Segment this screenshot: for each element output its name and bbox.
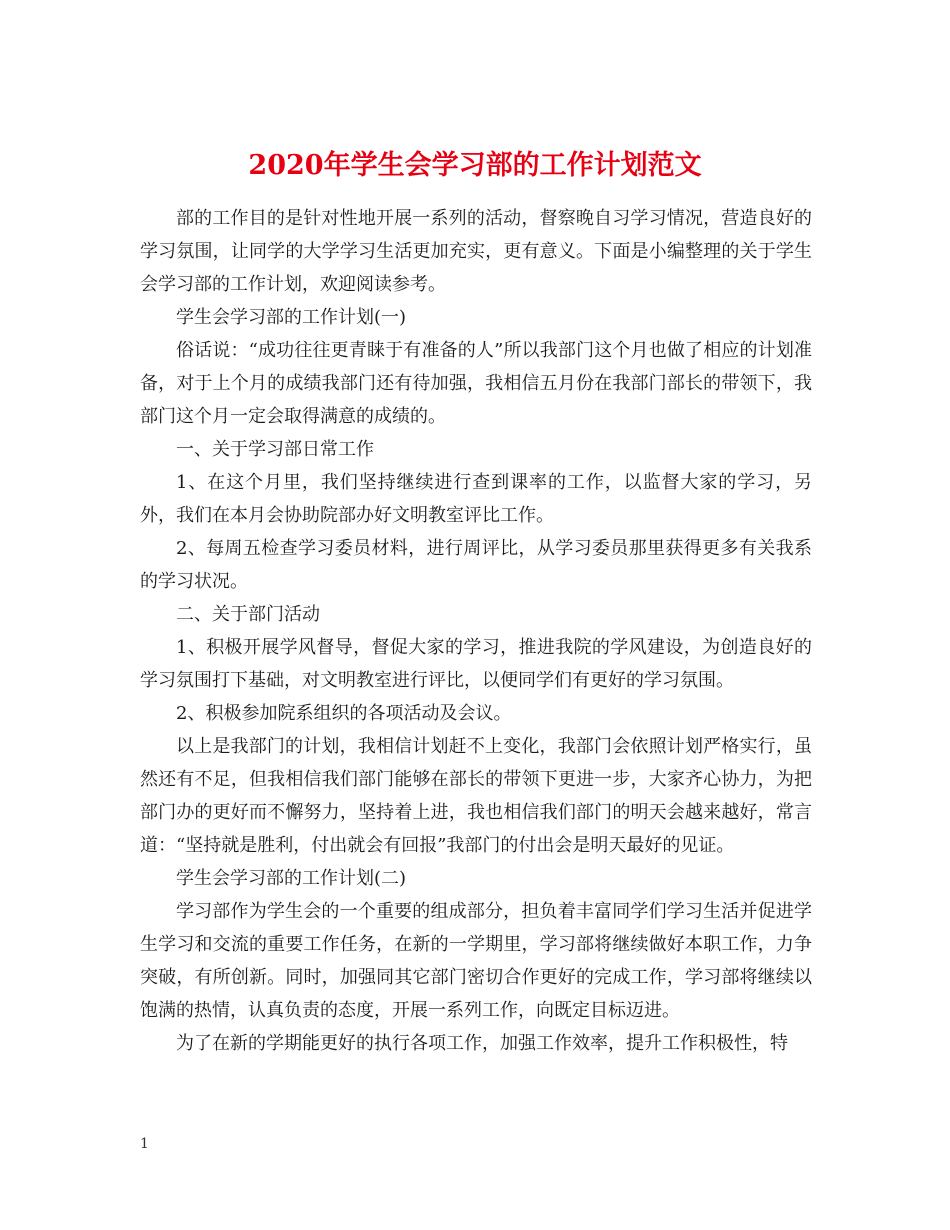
subheading-daily-work: 一、关于学习部日常工作 xyxy=(176,439,374,460)
document-title: 2020年学生会学习部的工作计划范文 xyxy=(248,150,702,182)
section-heading-plan-1: 学生会学习部的工作计划(一) xyxy=(176,307,407,328)
document-body xyxy=(140,202,812,1060)
paragraph: 学习部作为学生会的一个重要的组成部分，担负着丰富同学们学习生活并促进学生学习和交流的重要工作任务，在新的一学期里，学习部将继续做好本职工作，力争突破，有所创新。同时，加强同其它部门密切合作更好的完成工作，学习部将继续以饱满的热情，认真负责的态度，开展一系列工作，向既定目标迈进。 xyxy=(140,901,812,1021)
section-heading-plan-2: 学生会学习部的工作计划(二) xyxy=(176,868,407,889)
paragraph: 俗话说：“成功往往更青睐于有准备的人”所以我部门这个月也做了相应的计划准备，对于上个月的成绩我部门还有待加强，我相信五月份在我部门部长的带领下，我部门这个月一定会取得满意的成绩的。 xyxy=(140,340,812,427)
paragraph: 为了在新的学期能更好的执行各项工作，加强工作效率，提升工作积极性，特 xyxy=(176,1033,788,1054)
list-item: 2、每周五检查学习委员材料，进行周评比，从学习委员那里获得更多有关我系的学习状况。 xyxy=(140,538,812,592)
paragraph-intro: 部的工作目的是针对性地开展一系列的活动，督察晚自习学习情况，营造良好的学习氛围，让同学的大学学习生活更加充实，更有意义。下面是小编整理的关于学生会学习部的工作计划，欢迎阅读参考。 xyxy=(140,208,812,295)
paragraph: 以上是我部门的计划，我相信计划赶不上变化，我部门会依照计划严格实行，虽然还有不足，但我相信我们部门能够在部长的带领下更进一步，大家齐心协力，为把部门办的更好而不懈努力，坚持着上进，我也相信我们部门的明天会越来越好，常言道：“坚持就是胜利，付出就会有回报”我部门的付出会是明天最好的见证。 xyxy=(140,736,812,856)
list-item: 1、在这个月里，我们坚持继续进行查到课率的工作，以监督大家的学习，另外，我们在本月会协助院部办好文明教室评比工作。 xyxy=(140,472,812,526)
page-number: 1 xyxy=(140,1136,149,1152)
subheading-department-activities: 二、关于部门活动 xyxy=(176,604,320,625)
list-item: 1、积极开展学风督导，督促大家的学习，推进我院的学风建设，为创造良好的学习氛围打下基础，对文明教室进行评比，以便同学们有更好的学习氛围。 xyxy=(140,637,812,691)
list-item: 2、积极参加院系组织的各项活动及会议。 xyxy=(176,703,512,724)
